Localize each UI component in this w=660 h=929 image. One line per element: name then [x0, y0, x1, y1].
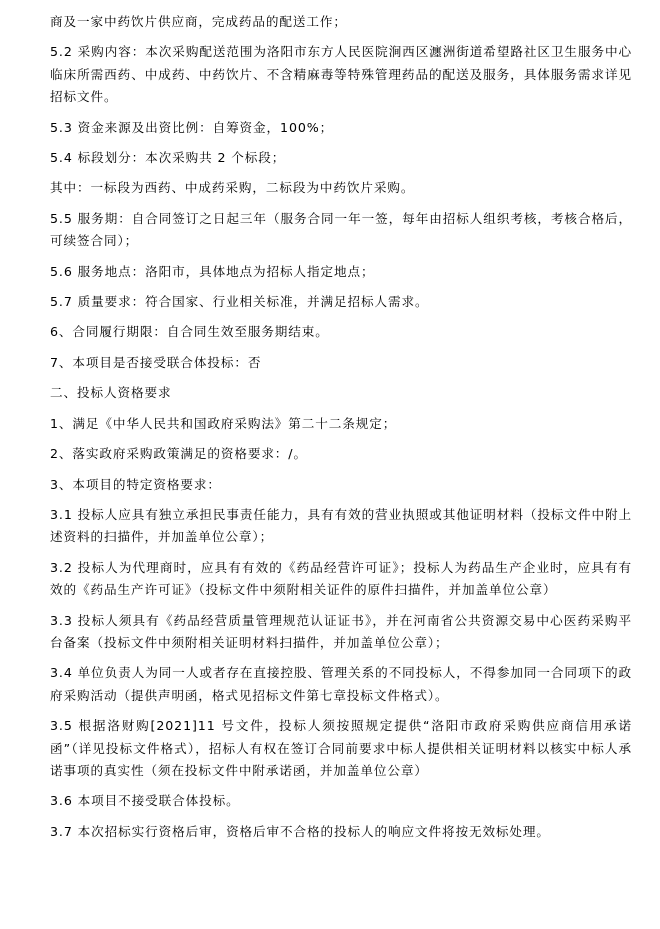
paragraph-qualification-3-1: 3.1 投标人应具有独立承担民事责任能力，具有有效的营业执照或其他证明材料（投标文件中附上述资料的扫描件，并加盖单位公章）；: [50, 506, 632, 545]
paragraph-qualification-3-3: 3.3 投标人须具有《药品经营质量管理规范认证证书》，并在河南省公共资源交易中心医药采购平台备案（投标文件中须附相关证明材料扫描件，并加盖单位公章）；: [50, 612, 632, 650]
paragraph-quality-requirement: 5.7 质量要求：符合国家、行业相关标准，并满足招标人需求。: [50, 294, 429, 310]
paragraph-qualification-3-4: 3.4 单位负责人为同一人或者存在直接控股、管理关系的不同投标人，不得参加同一合同项下的政府采购活动（提供声明函，格式见招标文件第七章投标文件格式）。: [50, 665, 632, 703]
paragraph-qualification-3: 3、本项目的特定资格要求：: [50, 476, 221, 492]
paragraph-lot-detail: 其中：一标段为西药、中成药采购，二标段为中药饮片采购。: [50, 180, 415, 196]
paragraph-service-location: 5.6 服务地点：洛阳市，具体地点为招标人指定地点；: [50, 263, 375, 279]
paragraph-joint-bidding: 7、本项目是否接受联合体投标：否: [50, 354, 262, 370]
paragraph-qualification-2: 2、落实政府采购政策满足的资格要求：/。: [50, 446, 307, 462]
paragraph-service-period: 5.5 服务期：自合同签订之日起三年（服务合同一年一签，每年由招标人组织考核，考核合格后，可续签合同）；: [50, 210, 632, 249]
paragraph-qualification-3-6: 3.6 本项目不接受联合体投标。: [50, 793, 240, 809]
paragraph-qualification-3-2: 3.2 投标人为代理商时，应具有有效的《药品经营许可证》；投标人为药品生产企业时，应具有有效的《药品生产许可证》（投标文件中须附相关证件的原件扫描件，并加盖单位公章）: [50, 559, 632, 598]
paragraph-qualification-1: 1、满足《中华人民共和国政府采购法》第二十二条规定；: [50, 415, 397, 431]
paragraph-contract-term: 6、合同履行期限：自合同生效至服务期结束。: [50, 324, 329, 340]
paragraph-qualification-3-7: 3.7 本次招标实行资格后审，资格后审不合格的投标人的响应文件将按无效标处理。: [50, 823, 550, 839]
paragraph-supplier-intro: 商及一家中药饮片供应商，完成药品的配送工作；: [50, 14, 347, 29]
paragraph-procurement-content: 5.2 采购内容：本次采购配送范围为洛阳市东方人民医院涧西区瀍洲街道希望路社区卫生服务中心临床所需西药、中成药、中药饮片、不含精麻毒等特殊管理药品的配送及服务，具体服务需求详见招标文件。: [50, 44, 632, 105]
paragraph-funding-source: 5.3 资金来源及出资比例：自筹资金，100%；: [50, 119, 334, 135]
paragraph-qualification-3-5: 3.5 根据洛财购[2021]11 号文件，投标人须按照规定提供“洛阳市政府采购供应商信用承诺函”（详见投标文件格式），招标人有权在签订合同前要求中标人提供相关证明材料以核实中标人承诺事项的真实性（须在投标文件中附承诺函，并加盖单位公章）: [50, 718, 632, 778]
section-heading-bidder-qualifications: 二、投标人资格要求: [50, 385, 172, 401]
paragraph-lot-division: 5.4 标段划分：本次采购共 2 个标段；: [50, 150, 286, 166]
